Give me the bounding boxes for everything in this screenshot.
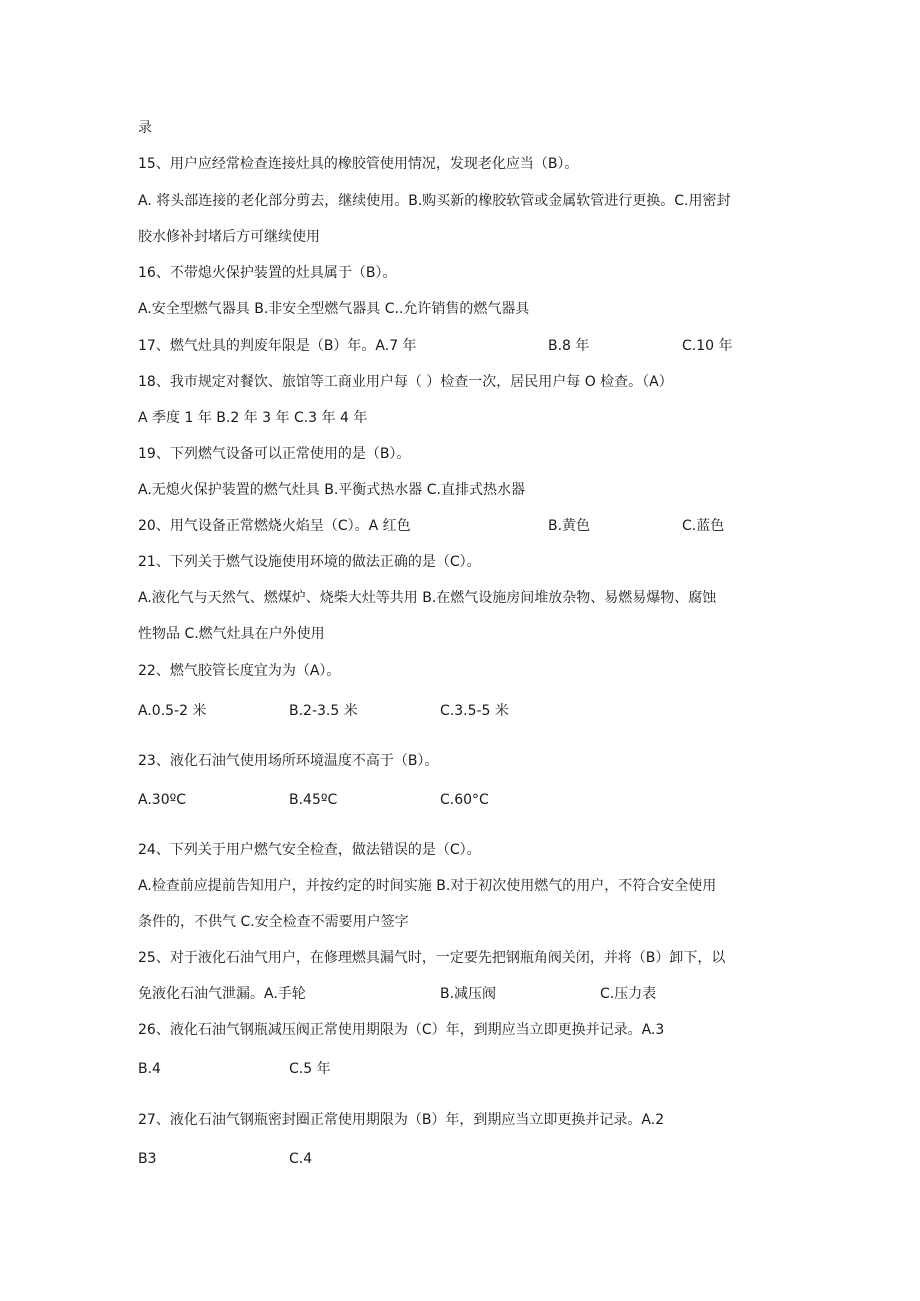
option-23-b: B.45ºC (289, 792, 338, 808)
option-22-c: C.3.5-5 米 (440, 703, 509, 719)
option-27-c: C.4 (289, 1151, 313, 1167)
options-24-line1: A.检查前应提前告知用户，并按约定的时间实施 B.对于初次使用燃气的用户，不符合安全使用 (138, 878, 717, 894)
question-22: 22、燃气胶管长度宜为为（A）。 (138, 663, 341, 679)
options-21-line1: A.液化气与天然气、燃煤炉、烧柴大灶等共用 B.在燃气设施房间堆放杂物、易燃易爆物、腐蚀 (138, 590, 717, 606)
option-27-b: B3 (138, 1151, 157, 1167)
option-22-a: A.0.5-2 米 (138, 703, 207, 719)
option-25-c: C.压力表 (600, 986, 657, 1002)
options-15-line2: 胶水修补封堵后方可继续使用 (138, 229, 320, 245)
option-25-b: B.减压阀 (440, 986, 497, 1002)
option-23-c: C.60°C (440, 792, 489, 808)
question-20: 20、用气设备正常燃烧火焰呈（C）。A 红色 (138, 518, 411, 534)
option-20-b: B.黄色 (548, 518, 591, 534)
question-19: 19、下列燃气设备可以正常使用的是（B）。 (138, 446, 411, 462)
text-line: 录 (138, 120, 152, 136)
option-20-c: C.蓝色 (682, 518, 725, 534)
question-21: 21、下列关于燃气设施使用环境的做法正确的是（C）。 (138, 554, 481, 570)
option-26-c: C.5 年 (289, 1061, 331, 1077)
question-18: 18、我市规定对餐饮、旅馆等工商业用户每（ ）检查一次，居民用户每 O 检查。（A） (138, 374, 673, 390)
options-21-line2: 性物品 C.燃气灶具在户外使用 (138, 626, 325, 642)
question-27: 27、液化石油气钢瓶密封圈正常使用期限为（B）年，到期应当立即更换并记录。A.2 (138, 1112, 665, 1128)
question-17: 17、燃气灶具的判废年限是（B）年。A.7 年 (138, 338, 417, 354)
question-25-line2: 免液化石油气泄漏。A.手轮 (138, 986, 306, 1002)
options-18: A 季度 1 年 B.2 年 3 年 C.3 年 4 年 (138, 410, 368, 426)
options-16: A.安全型燃气器具 B.非安全型燃气器具 C..允许销售的燃气器具 (138, 301, 530, 317)
question-24: 24、下列关于用户燃气安全检查，做法错误的是（C）。 (138, 842, 481, 858)
question-26: 26、液化石油气钢瓶减压阀正常使用期限为（C）年，到期应当立即更换并记录。A.3 (138, 1022, 665, 1038)
option-23-a: A.30ºC (138, 792, 186, 808)
options-15-line1: A. 将头部连接的老化部分剪去，继续使用。B.购买新的橡胶软管或金属软管进行更换。C.用密封 (138, 193, 731, 209)
question-15: 15、用户应经常检查连接灶具的橡胶管使用情况，发现老化应当（B）。 (138, 156, 579, 172)
question-23: 23、液化石油气使用场所环境温度不高于（B）。 (138, 753, 439, 769)
option-26-b: B.4 (138, 1061, 161, 1077)
question-16: 16、不带熄火保护装置的灶具属于（B）。 (138, 265, 397, 281)
options-24-line2: 条件的，不供气 C.安全检查不需要用户签字 (138, 914, 409, 930)
question-25-line1: 25、对于液化石油气用户，在修理燃具漏气时，一定要先把钢瓶角阀关闭，并将（B）卸下，以 (138, 950, 726, 966)
option-22-b: B.2-3.5 米 (289, 703, 358, 719)
options-19: A.无熄火保护装置的燃气灶具 B.平衡式热水器 C.直排式热水器 (138, 482, 525, 498)
option-17-b: B.8 年 (548, 338, 590, 354)
option-17-c: C.10 年 (682, 338, 733, 354)
